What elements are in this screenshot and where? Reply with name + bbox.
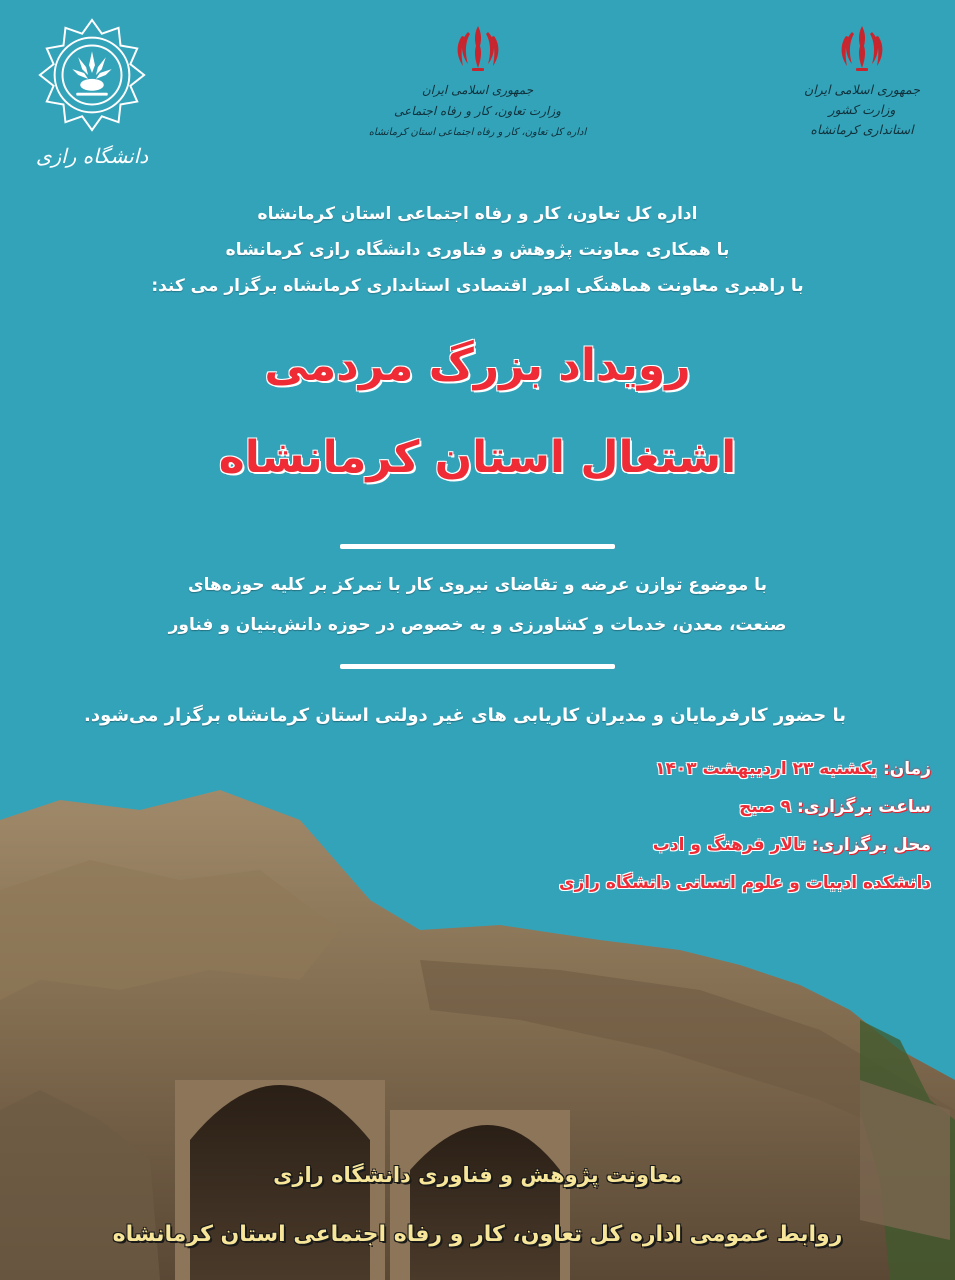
- emblem-text-line: جمهوری اسلامی ایران: [804, 82, 920, 97]
- iran-emblem-icon: [454, 22, 502, 74]
- topic-line: با موضوع توازن عرضه و تقاضای نیروی کار با تمرکز بر کلیه حوزه‌های: [188, 575, 767, 595]
- faculty-value: دانشکده ادبیات و علوم انسانی دانشگاه رازی: [558, 873, 931, 893]
- divider: [340, 544, 615, 549]
- emblem-text-line: استانداری کرمانشاه: [810, 122, 914, 137]
- event-venue: [559, 834, 931, 857]
- emblem-text-line: جمهوری اسلامی ایران: [421, 83, 534, 97]
- event-details: [559, 758, 931, 910]
- intro-block: [0, 196, 955, 304]
- interior-ministry-emblem: [787, 22, 937, 140]
- event-date: [559, 758, 931, 781]
- emblem-text-line: وزارت تعاون، کار و رفاه اجتماعی: [394, 104, 561, 118]
- labor-ministry-emblem: [350, 22, 605, 143]
- date-value: یکشنبه ۲۳ اردیبهشت ۱۴۰۳: [655, 759, 878, 779]
- intro-line: با راهبری معاونت هماهنگی امور اقتصادی استانداری کرمانشاه برگزار می کند:: [151, 276, 804, 296]
- razi-university-name: دانشگاه رازی: [35, 144, 149, 168]
- topic-line: صنعت، معدن، خدمات و کشاورزی و به خصوص در حوزه دانش‌بنیان و فناور: [168, 615, 787, 635]
- iran-emblem-icon: [838, 22, 886, 74]
- event-title-line-1: رویداد بزرگ مردمی: [264, 340, 691, 391]
- emblem-text-line: اداره کل تعاون، کار و رفاه اجتماعی استان کرمانشاه: [368, 127, 587, 138]
- event-faculty: [559, 872, 931, 895]
- time-label: ساعت برگزاری:: [796, 797, 931, 817]
- event-time: [559, 796, 931, 819]
- venue-value: تالار فرهنگ و ادب: [652, 835, 806, 855]
- emblem-text-line: وزارت کشور: [828, 102, 896, 117]
- topic-block: [0, 565, 955, 645]
- intro-line: اداره کل تعاون، کار و رفاه اجتماعی استان کرمانشاه: [257, 204, 698, 224]
- razi-university-logo-icon: [33, 16, 151, 134]
- venue-label: محل برگزاری:: [811, 835, 931, 855]
- time-value: ۹ صبح: [739, 797, 792, 817]
- event-title-line-2: اشتغال استان کرمانشاه: [218, 432, 737, 483]
- intro-line: با همکاری معاونت پژوهش و فناوری دانشگاه رازی کرمانشاه: [225, 240, 730, 260]
- footer-line-1: معاونت پژوهش و فناوری دانشگاه رازی: [273, 1163, 682, 1187]
- razi-university-logo: [22, 16, 162, 168]
- presence-statement: با حضور کارفرمایان و مدیران کاریابی های غیر دولتی استان کرمانشاه برگزار می‌شود.: [84, 705, 846, 726]
- date-label: زمان:: [882, 759, 931, 779]
- footer-line-2: روابط عمومی اداره کل تعاون، کار و رفاه اجتماعی استان کرمانشاه: [112, 1222, 843, 1247]
- divider: [340, 664, 615, 669]
